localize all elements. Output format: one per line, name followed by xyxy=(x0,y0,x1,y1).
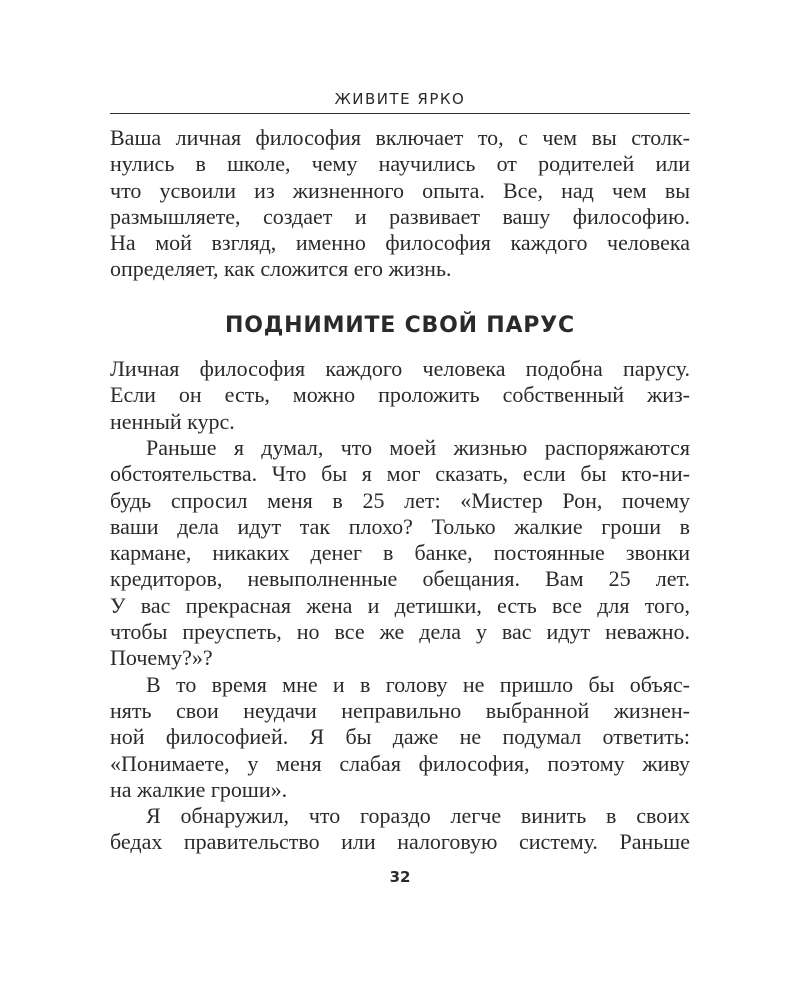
book-page xyxy=(110,0,690,1000)
text-line: В то время мне и в голову не пришло бы объяс- xyxy=(146,671,690,697)
body-text xyxy=(110,125,690,856)
text-line: ваши дела идут так плохо? Только жалкие гроши в xyxy=(110,513,690,539)
text-line: ненный курс. xyxy=(110,408,235,434)
paragraph-1 xyxy=(110,125,690,283)
text-line: чтобы преуспеть, но все же дела у вас идут неважно. xyxy=(110,619,690,645)
header-rule xyxy=(110,113,690,114)
page-number: 32 xyxy=(389,868,411,886)
text-line: Если он есть, можно проложить собственный жиз- xyxy=(110,382,690,408)
text-line: размышляете, создает и развивает вашу философию. xyxy=(110,203,690,229)
paragraph-5 xyxy=(110,803,690,856)
text-line: кредиторов, невыполненные обещания. Вам 25 лет. xyxy=(110,566,690,592)
text-line: Я обнаружил, что гораздо легче винить в своих xyxy=(146,803,690,829)
text-line: Ваша личная философия включает то, с чем вы столк- xyxy=(110,125,690,150)
text-line: обстоятельства. Что бы я мог сказать, если бы кто-ни- xyxy=(110,461,690,487)
text-line: бедах правительство или налоговую систему. Раньше xyxy=(110,829,690,855)
section-heading: ПОДНИМИТЕ СВОЙ ПАРУС xyxy=(225,312,575,338)
paragraph-4 xyxy=(110,672,690,803)
text-line: что усвоили из жизненного опыта. Все, над чем вы xyxy=(110,177,690,203)
paragraph-3 xyxy=(110,435,690,672)
text-line: нять свои неудачи неправильно выбранной жизнен- xyxy=(110,697,690,723)
text-line: будь спросил меня в 25 лет: «Мистер Рон, почему xyxy=(110,487,690,513)
paragraph-2 xyxy=(110,356,690,435)
text-line: На мой взгляд, именно философия каждого человека xyxy=(110,230,690,256)
text-line: кармане, никаких денег в банке, постоянные звонки xyxy=(110,540,690,566)
text-line: нулись в школе, чему научились от родителей или xyxy=(110,151,690,177)
text-line: Раньше я думал, что моей жизнью распоряжаются xyxy=(146,434,690,460)
text-line: ной философией. Я бы даже не подумал ответить: xyxy=(110,724,690,750)
text-line: определяет, как сложится его жизнь. xyxy=(110,256,452,282)
text-line: Личная философия каждого человека подобна парусу. xyxy=(110,356,690,382)
text-line: на жалкие гроши». xyxy=(110,776,288,802)
text-line: У вас прекрасная жена и детишки, есть все для того, xyxy=(110,592,690,618)
text-line: «Понимаете, у меня слабая философия, поэтому живу xyxy=(110,750,690,776)
running-head: ЖИВИТЕ ЯРКО xyxy=(334,90,466,108)
text-line: Почему?»? xyxy=(110,645,213,671)
